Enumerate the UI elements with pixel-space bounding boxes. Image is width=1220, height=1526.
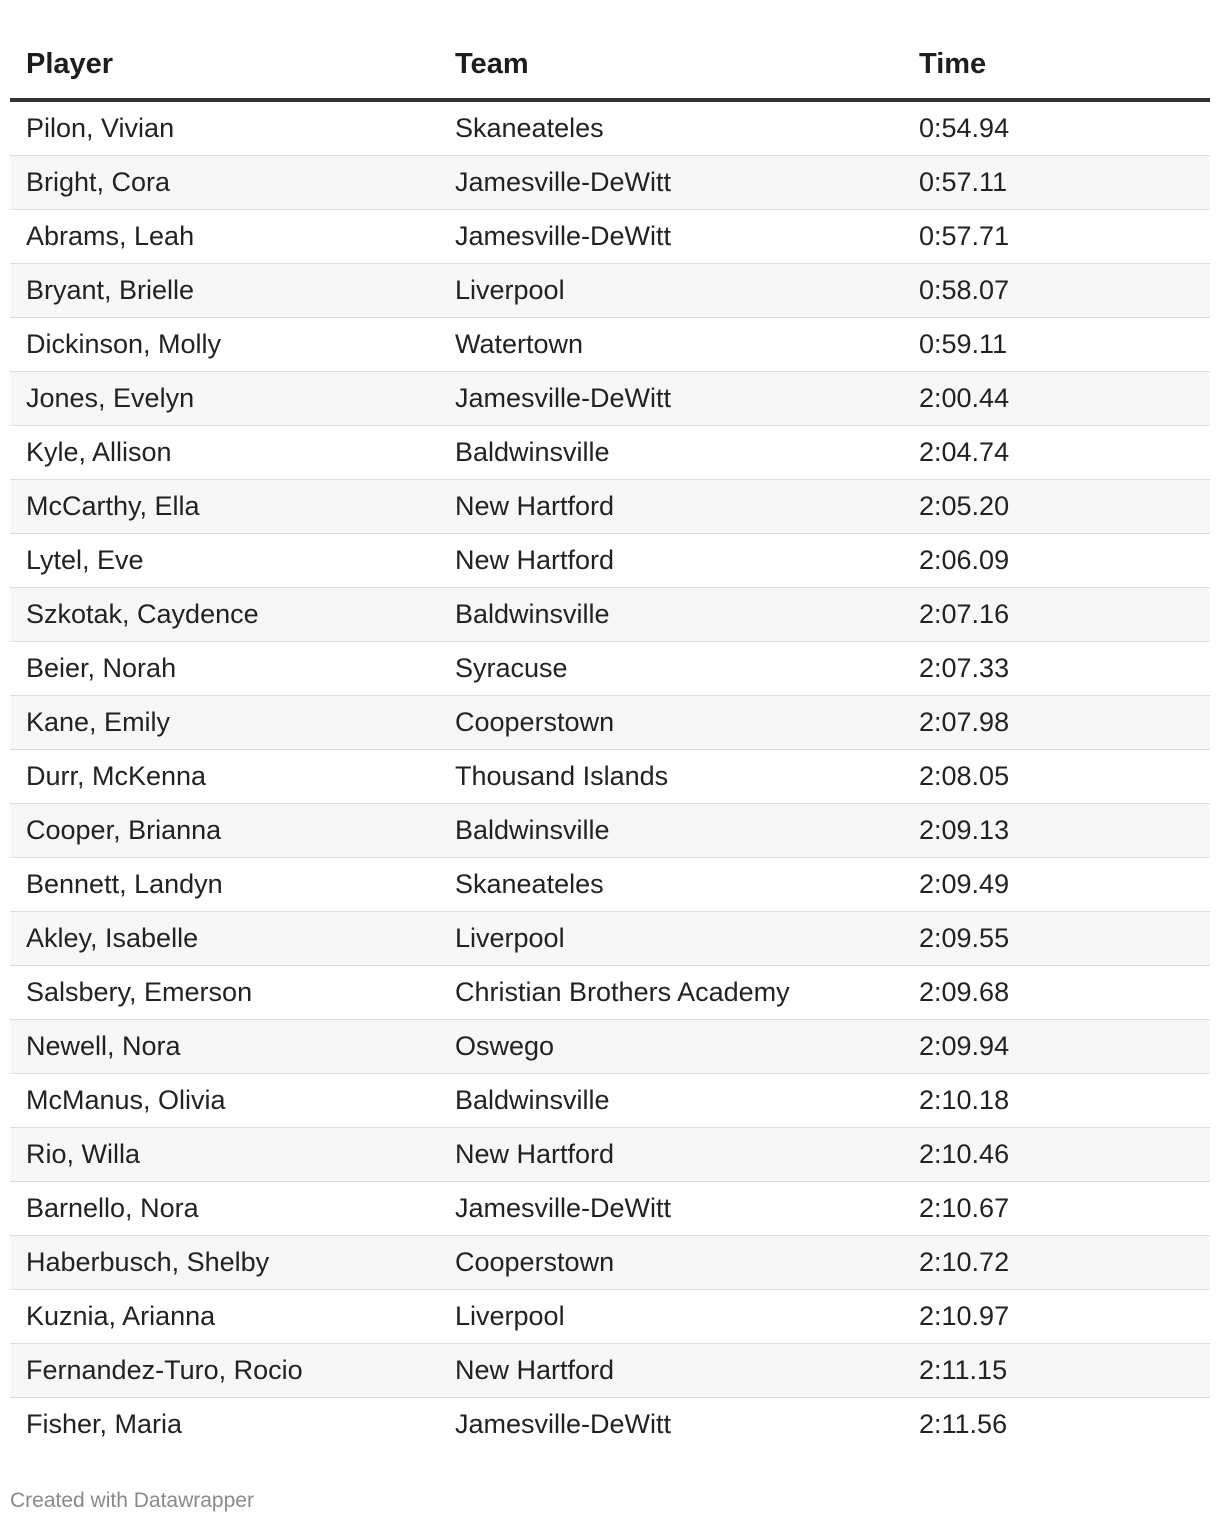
team-cell: Christian Brothers Academy [439, 966, 903, 1020]
team-cell: Cooperstown [439, 696, 903, 750]
table-row [10, 1074, 1210, 1128]
team-cell: Baldwinsville [439, 588, 903, 642]
table-row [10, 750, 1210, 804]
time-cell: 2:07.98 [903, 696, 1210, 750]
time-cell: 2:00.44 [903, 372, 1210, 426]
player-cell: Dickinson, Molly [10, 318, 439, 372]
player-cell: Bennett, Landyn [10, 858, 439, 912]
player-cell: Fernandez-Turo, Rocio [10, 1344, 439, 1398]
player-cell: Lytel, Eve [10, 534, 439, 588]
player-cell: Pilon, Vivian [10, 100, 439, 156]
team-cell: New Hartford [439, 1128, 903, 1182]
player-cell: Cooper, Brianna [10, 804, 439, 858]
time-cell: 0:57.11 [903, 156, 1210, 210]
player-cell: Kane, Emily [10, 696, 439, 750]
team-cell: Liverpool [439, 1290, 903, 1344]
table-row [10, 1182, 1210, 1236]
player-cell: Akley, Isabelle [10, 912, 439, 966]
player-cell: Szkotak, Caydence [10, 588, 439, 642]
player-cell: Bright, Cora [10, 156, 439, 210]
time-cell: 2:07.33 [903, 642, 1210, 696]
player-cell: Durr, McKenna [10, 750, 439, 804]
table-row [10, 1344, 1210, 1398]
team-cell: Cooperstown [439, 1236, 903, 1290]
team-cell: Jamesville-DeWitt [439, 156, 903, 210]
time-cell: 2:09.55 [903, 912, 1210, 966]
team-cell: New Hartford [439, 480, 903, 534]
table-body [10, 100, 1210, 1451]
table-row [10, 1290, 1210, 1344]
column-header-player[interactable]: Player [10, 30, 439, 100]
team-cell: Jamesville-DeWitt [455, 1409, 672, 1439]
player-cell: Beier, Norah [10, 642, 439, 696]
table-row [10, 426, 1210, 480]
time-cell: 0:54.94 [903, 100, 1210, 156]
table-row [10, 480, 1210, 534]
time-cell: 2:10.72 [903, 1236, 1210, 1290]
player-cell: Jones, Evelyn [10, 372, 439, 426]
time-cell: 2:09.94 [903, 1020, 1210, 1074]
player-cell: McManus, Olivia [10, 1074, 439, 1128]
team-cell: Baldwinsville [439, 426, 903, 480]
table-row [10, 210, 1210, 264]
player-cell: Kyle, Allison [10, 426, 439, 480]
team-cell: Liverpool [439, 264, 903, 318]
table-row [10, 642, 1210, 696]
player-cell: Kuznia, Arianna [10, 1290, 439, 1344]
player-cell: McCarthy, Ella [10, 480, 439, 534]
time-cell: 0:59.11 [903, 318, 1210, 372]
time-cell: 2:09.49 [903, 858, 1210, 912]
team-cell: Jamesville-DeWitt [439, 1182, 903, 1236]
time-cell: 0:58.07 [903, 264, 1210, 318]
table-row [10, 1020, 1210, 1074]
time-cell: 2:08.05 [903, 750, 1210, 804]
team-cell: New Hartford [439, 534, 903, 588]
table-row [10, 696, 1210, 750]
table-header [10, 30, 1210, 100]
time-cell: 2:04.74 [903, 426, 1210, 480]
time-cell: 2:05.20 [903, 480, 1210, 534]
team-cell: Baldwinsville [439, 1074, 903, 1128]
team-cell: Jamesville-DeWitt [439, 210, 903, 264]
table-row [10, 372, 1210, 426]
table-row [10, 1128, 1210, 1182]
time-cell: 2:11.15 [903, 1344, 1210, 1398]
time-cell: 0:57.71 [903, 210, 1210, 264]
column-header-team[interactable]: Team [439, 30, 903, 100]
time-cell: 2:10.18 [903, 1074, 1210, 1128]
team-cell: Watertown [439, 318, 903, 372]
header-row [10, 30, 1210, 100]
table-row [10, 156, 1210, 210]
table-row [10, 588, 1210, 642]
table-row [10, 100, 1210, 156]
table-row [10, 534, 1210, 588]
player-cell: Bryant, Brielle [10, 264, 439, 318]
player-cell: Fisher, Maria [26, 1409, 183, 1439]
table-row [10, 318, 1210, 372]
team-cell: Syracuse [439, 642, 903, 696]
time-cell: 2:06.09 [903, 534, 1210, 588]
time-cell: 2:09.68 [903, 966, 1210, 1020]
time-cell: 2:10.67 [903, 1182, 1210, 1236]
table-row [10, 804, 1210, 858]
time-cell: 2:10.97 [903, 1290, 1210, 1344]
table-row [10, 966, 1210, 1020]
table-row [10, 264, 1210, 318]
table-row [10, 858, 1210, 912]
time-cell: 2:09.13 [903, 804, 1210, 858]
table-row [10, 1398, 1210, 1452]
team-cell: Thousand Islands [439, 750, 903, 804]
player-cell: Rio, Willa [10, 1128, 439, 1182]
team-cell: Skaneateles [439, 858, 903, 912]
time-cell: 2:07.16 [903, 588, 1210, 642]
results-table [10, 30, 1210, 1451]
player-cell: Salsbery, Emerson [10, 966, 439, 1020]
player-cell: Newell, Nora [10, 1020, 439, 1074]
team-cell: Baldwinsville [439, 804, 903, 858]
datawrapper-credit: Created with Datawrapper [10, 1489, 254, 1512]
player-cell: Haberbusch, Shelby [10, 1236, 439, 1290]
table-row [10, 912, 1210, 966]
team-cell: Jamesville-DeWitt [439, 372, 903, 426]
team-cell: Oswego [439, 1020, 903, 1074]
team-cell: Skaneateles [439, 100, 903, 156]
team-cell: New Hartford [439, 1344, 903, 1398]
table-row [10, 1236, 1210, 1290]
player-cell: Barnello, Nora [10, 1182, 439, 1236]
player-cell: Abrams, Leah [10, 210, 439, 264]
time-cell: 2:10.46 [903, 1128, 1210, 1182]
time-cell: 2:11.56 [919, 1409, 1008, 1439]
column-header-time[interactable]: Time [903, 30, 1210, 100]
team-cell: Liverpool [439, 912, 903, 966]
results-table-container [10, 30, 1210, 1451]
